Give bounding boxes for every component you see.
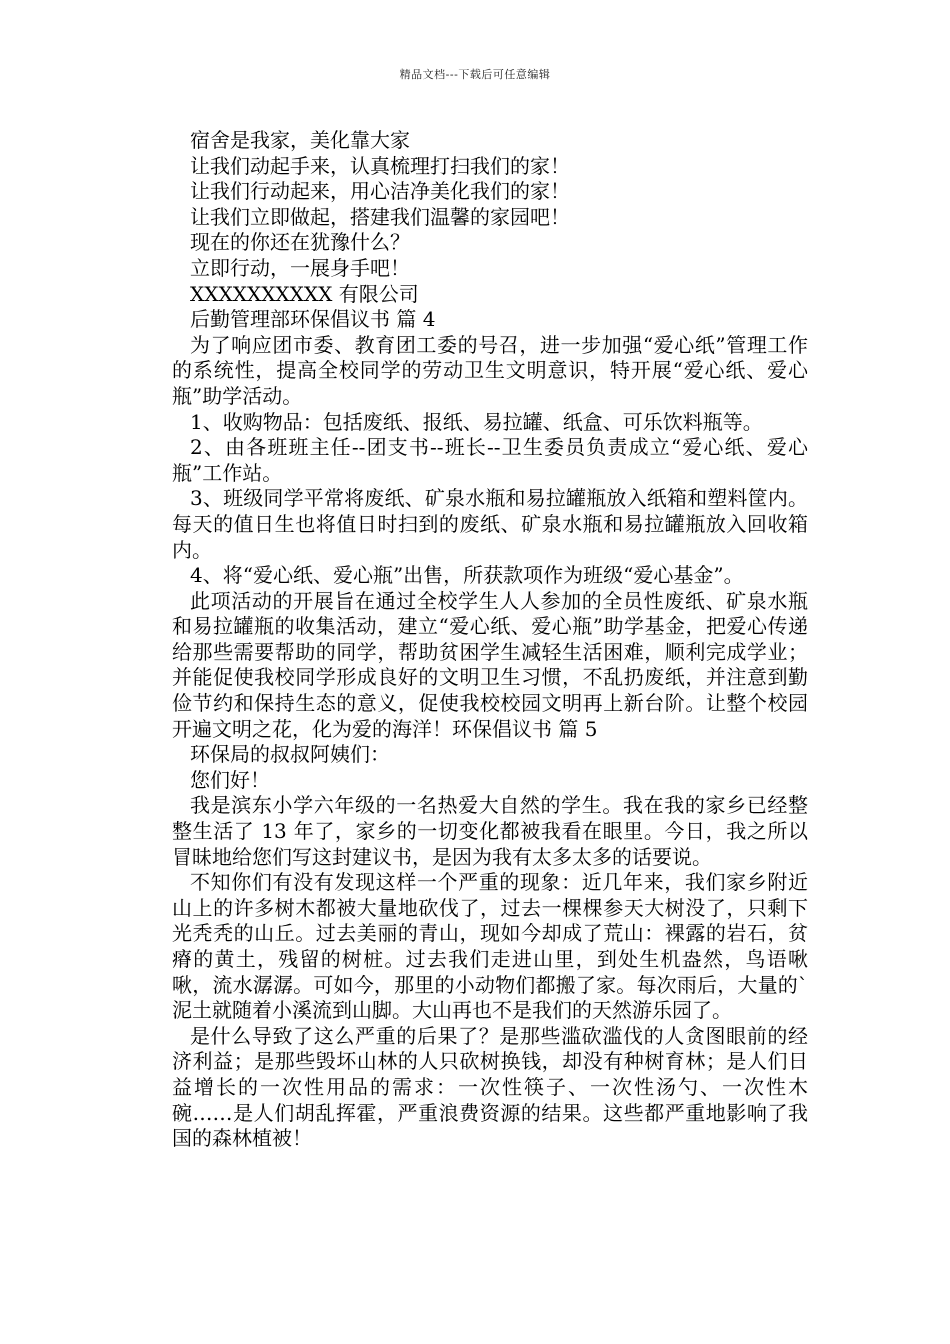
- paragraph: 让我们立即做起，搭建我们温馨的家园吧！: [190, 204, 570, 229]
- salutation: 环保局的叔叔阿姨们：: [190, 742, 390, 767]
- document-body: [172, 128, 808, 1152]
- paragraph: 让我们行动起来，用心洁净美化我们的家！: [190, 179, 570, 204]
- list-item: 2、由各班班主任--团支书--班长--卫生委员负责成立“爱心纸、爱心瓶”工作站。: [172, 435, 808, 485]
- list-item: 4、将“爱心纸、爱心瓶”出售，所获款项作为班级“爱心基金”。: [190, 563, 744, 588]
- page-header: 精品文档---下载后可任意编辑: [399, 68, 551, 81]
- paragraph: 现在的你还在犹豫什么？: [190, 230, 410, 255]
- list-item: 1、收购物品：包括废纸、报纸、易拉罐、纸盒、可乐饮料瓶等。: [190, 409, 763, 434]
- paragraph: 让我们动起手来，认真梳理打扫我们的家！: [190, 153, 570, 178]
- paragraph: 立即行动，一展身手吧！: [190, 255, 410, 280]
- paragraph: 我是滨东小学六年级的一名热爱大自然的学生。我在我的家乡已经整整生活了 13 年了，家乡的一切变化都被我看在眼里。今日，我之所以冒昧地给您们写这封建议书，是因为我有太多太多的话要说。: [172, 793, 808, 869]
- company-name: XXXXXXXXXX 有限公司: [190, 281, 419, 306]
- section-title: 后勤管理部环保倡议书 篇 4: [190, 307, 436, 332]
- list-item: 3、班级同学平常将废纸、矿泉水瓶和易拉罐瓶放入纸箱和塑料筐内。每天的值日生也将值日时扫到的废纸、矿泉水瓶和易拉罐瓶放入回收箱内。: [172, 486, 808, 562]
- paragraph: 不知你们有没有发现这样一个严重的现象：近几年来，我们家乡附近山上的许多树木都被大量地砍伐了，过去一棵棵参天大树没了，只剩下光秃秃的山丘。过去美丽的青山，现如今却成了荒山：裸露的岩石，贫瘠的黄土，残留的树桩。过去我们走进山里，到处生机盎然，鸟语啾啾，流水潺潺。可如今，那里的小动物们都搬了家。每次雨后，大量的`泥土就随着小溪流到山脚。大山再也不是我们的天然游乐园了。: [172, 870, 808, 1023]
- paragraph: 宿舍是我家，美化靠大家: [190, 128, 410, 152]
- paragraph: 此项活动的开展旨在通过全校学生人人参加的全员性废纸、矿泉水瓶和易拉罐瓶的收集活动，建立“爱心纸、爱心瓶”助学基金，把爱心传递给那些需要帮助的同学，帮助贫困学生减轻生活困难，顺利完成学业；并能促使我校同学形成良好的文明卫生习惯，不乱扔废纸，并注意到勤俭节约和保持生态的意义，促使我校校园文明再上新台阶。让整个校园开遍文明之花，化为爱的海洋！环保倡议书 篇 5: [172, 588, 808, 741]
- paragraph: 为了响应团市委、教育团工委的号召，进一步加强“爱心纸”管理工作的系统性，提高全校同学的劳动卫生文明意识，特开展“爱心纸、爱心瓶”助学活动。: [172, 332, 808, 408]
- greeting: 您们好！: [190, 767, 270, 792]
- paragraph: 是什么导致了这么严重的后果了？是那些滥砍滥伐的人贪图眼前的经济利益；是那些毁坏山林的人只砍树换钱，却没有种树育林；是人们日益增长的一次性用品的需求：一次性筷子、一次性汤勺、一次性木碗……是人们胡乱挥霍，严重浪费资源的结果。这些都严重地影响了我国的森林植被！: [172, 1023, 808, 1151]
